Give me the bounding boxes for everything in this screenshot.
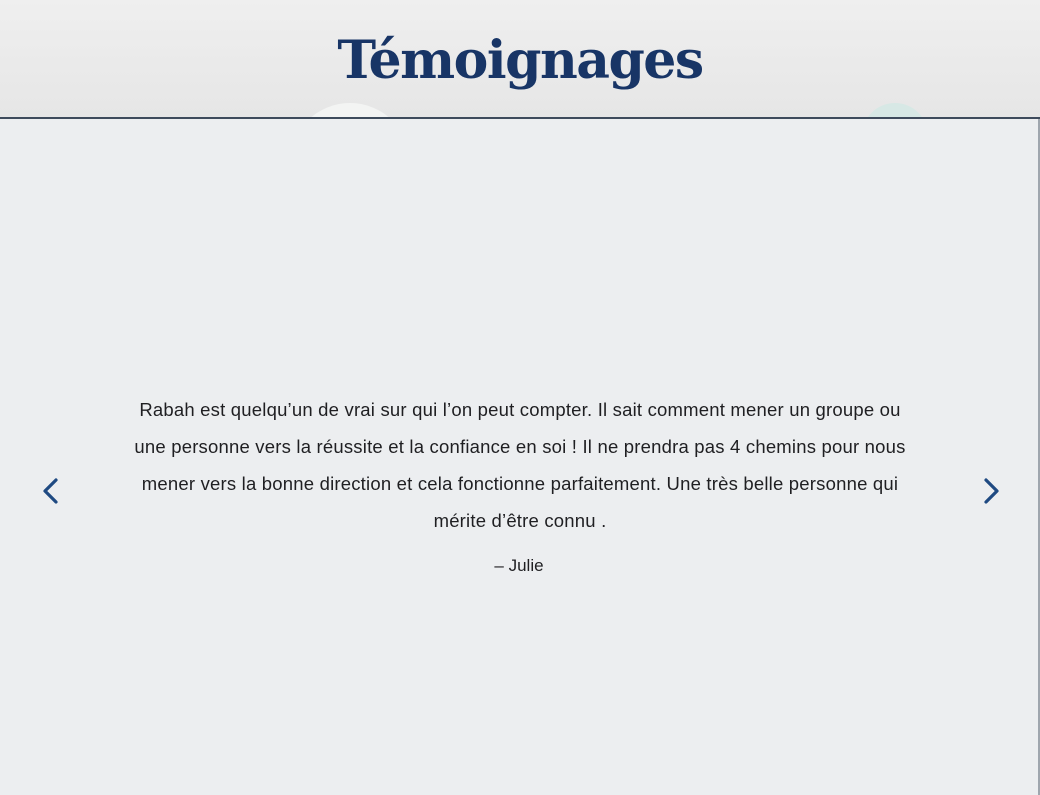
next-slide-button[interactable] — [971, 471, 1011, 511]
section-title: Témoignages — [337, 30, 703, 91]
chevron-right-icon — [971, 471, 1011, 511]
testimonial-slider — [0, 119, 1040, 795]
chevron-left-icon — [31, 471, 71, 511]
previous-slide-button[interactable] — [31, 471, 71, 511]
section-header — [0, 0, 1040, 118]
testimonial-quote: Rabah est quelqu’un de vrai sur qui l’on peut compter. Il sait comment mener un groupe ou une personne vers la réussite et la confiance en soi ! Il ne prendra pas 4 chemins pour nous mener vers la bonne direction et cela fonctionne parfaitement. Une très belle personne qui mérite d’être connu . — [134, 399, 906, 531]
testimonial-author: – Julie — [494, 556, 544, 575]
decorative-blob-left — [290, 103, 410, 118]
decorative-blob-right — [862, 103, 928, 118]
